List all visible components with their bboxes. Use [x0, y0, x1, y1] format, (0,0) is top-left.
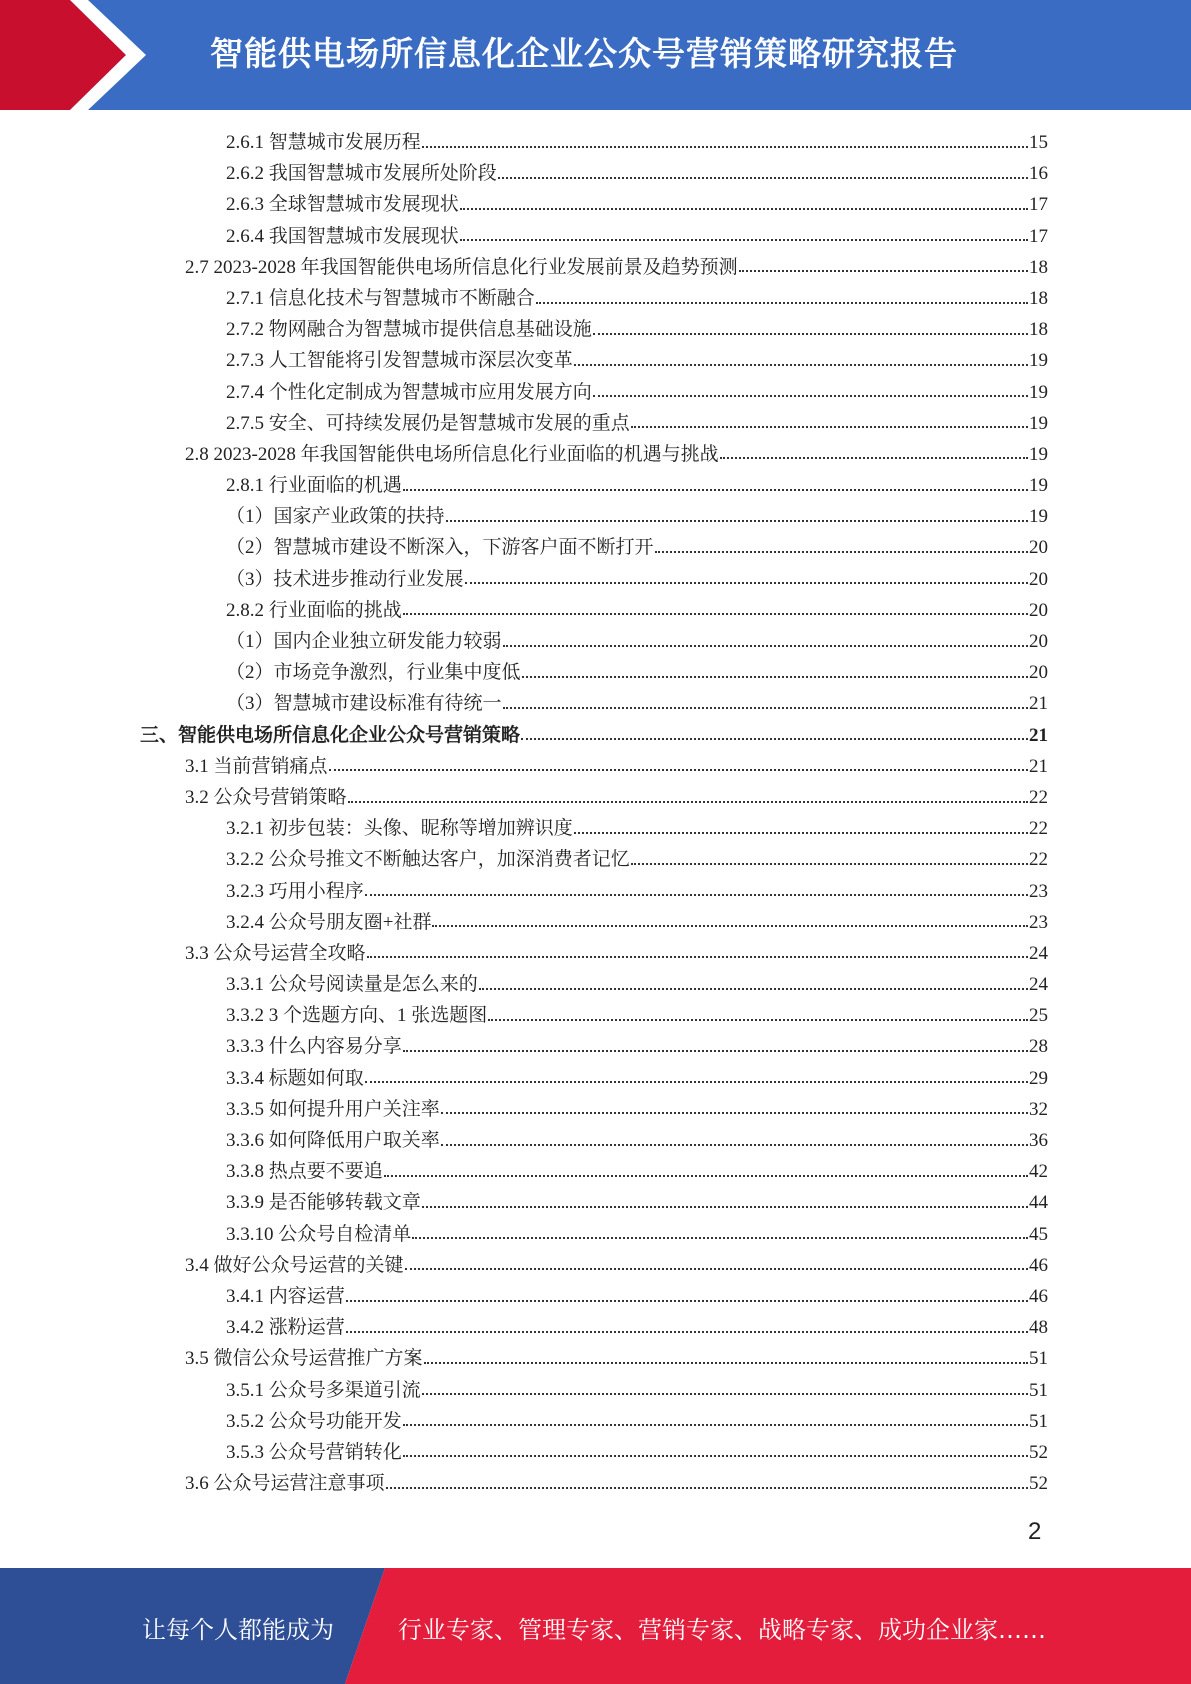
toc-entry-page: 19 [1029, 475, 1048, 497]
toc-entry[interactable] [140, 1219, 1048, 1250]
toc-entry-label: 3.3.3 什么内容易分享 [226, 1036, 402, 1058]
toc-entry-label: 2.6.4 我国智慧城市发展现状 [226, 225, 459, 247]
toc-entry-label: （3）技术进步推动行业发展 [226, 568, 464, 590]
toc-entry[interactable] [140, 720, 1048, 751]
toc-dot-leader [536, 302, 1028, 304]
toc-entry-label: 3.2.3 巧用小程序 [226, 880, 364, 902]
toc-dot-leader [631, 863, 1028, 865]
toc-entry[interactable] [140, 252, 1048, 283]
toc-dot-leader [460, 208, 1028, 210]
toc-dot-leader [403, 1050, 1028, 1052]
toc-dot-leader [593, 333, 1028, 335]
toc-entry-page: 22 [1029, 849, 1048, 871]
toc-dot-leader [479, 988, 1028, 990]
toc-entry-label: （1）国内企业独立研发能力较弱 [226, 631, 502, 652]
toc-entry-label: 2.6.3 全球智慧城市发展现状 [226, 194, 459, 216]
toc-dot-leader [412, 1237, 1028, 1239]
toc-entry-label: 3.5.3 公众号营销转化 [226, 1441, 402, 1463]
toc-entry[interactable] [140, 1437, 1048, 1468]
header-arrow-icon [0, 0, 150, 110]
toc-entry-label: 3.2.1 初步包装：头像、昵称等增加辨识度 [226, 818, 573, 840]
toc-dot-leader [386, 1487, 1028, 1489]
toc-entry[interactable] [140, 1000, 1048, 1031]
toc-entry-label: 2.6.2 我国智慧城市发展所处阶段 [226, 163, 497, 185]
toc-entry[interactable] [140, 876, 1048, 907]
toc-dot-leader [329, 769, 1028, 771]
report-header [0, 0, 1191, 110]
toc-entry-page: 19 [1029, 350, 1048, 372]
toc-entry-page: 28 [1029, 1036, 1048, 1058]
toc-entry[interactable] [140, 501, 1048, 532]
toc-entry-page: 21 [1029, 693, 1048, 715]
toc-dot-leader [503, 645, 1028, 647]
toc-dot-leader [403, 489, 1028, 491]
footer-banner [0, 1568, 1191, 1684]
toc-dot-leader [488, 1019, 1028, 1021]
toc-entry[interactable] [140, 189, 1048, 220]
toc-entry-label: 2.7.4 个性化定制成为智慧城市应用发展方向 [226, 381, 592, 403]
toc-entry[interactable] [140, 221, 1048, 252]
toc-entry-label: 3.3.6 如何降低用户取关率 [226, 1130, 440, 1151]
toc-entry-page: 42 [1029, 1161, 1048, 1183]
toc-entry[interactable] [140, 1343, 1048, 1374]
toc-entry[interactable] [140, 127, 1048, 158]
toc-entry-label: 3.3.5 如何提升用户关注率 [226, 1098, 440, 1120]
toc-dot-leader [403, 1455, 1028, 1457]
toc-entry[interactable] [140, 688, 1048, 719]
toc-entry-page: 20 [1029, 568, 1048, 590]
toc-entry-label: 3.1 当前营销痛点 [185, 755, 328, 777]
toc-entry-page: 22 [1029, 818, 1048, 840]
toc-dot-leader [367, 956, 1028, 958]
toc-entry-page: 52 [1029, 1441, 1048, 1463]
toc-entry-label: 3.5 微信公众号运营推广方案 [185, 1348, 423, 1370]
toc-entry-label: （3）智慧城市建设标准有待统一 [226, 693, 502, 715]
toc-dot-leader [655, 551, 1028, 553]
toc-entry-label: 2.7.2 物网融合为智慧城市提供信息基础设施 [226, 319, 592, 341]
toc-dot-leader [498, 177, 1028, 179]
toc-entry-label: 2.7 2023-2028 年我国智能供电场所信息化行业发展前景及趋势预测 [185, 256, 738, 278]
toc-entry-label: 3.3.2 3 个选题方向、1 张选题图 [226, 1005, 488, 1027]
toc-dot-leader [441, 1144, 1028, 1146]
toc-dot-leader [574, 364, 1028, 366]
toc-entry-page: 19 [1029, 412, 1048, 434]
toc-entry[interactable] [140, 377, 1048, 408]
toc-entry-label: 3.3.4 标题如何取 [226, 1067, 364, 1089]
toc-entry-page: 51 [1029, 1379, 1048, 1401]
toc-entry-page: 16 [1029, 163, 1048, 185]
toc-entry-page: 52 [1029, 1473, 1048, 1495]
toc-entry[interactable] [140, 1250, 1048, 1281]
toc-dot-leader [465, 582, 1028, 584]
toc-entry[interactable] [140, 408, 1048, 439]
toc-entry-label: 3.4.1 内容运营 [226, 1285, 345, 1307]
toc-entry[interactable] [140, 751, 1048, 782]
toc-entry-label: 3.5.2 公众号功能开发 [226, 1410, 402, 1432]
toc-dot-leader [346, 1300, 1028, 1302]
toc-entry-label: 3.2 公众号营销策略 [185, 786, 347, 808]
toc-dot-leader [441, 1112, 1028, 1114]
toc-entry[interactable] [140, 1063, 1048, 1094]
toc-entry-label: 2.7.3 人工智能将引发智慧城市深层次变革 [226, 350, 573, 372]
toc-entry-page: 46 [1029, 1285, 1048, 1307]
toc-entry-page: 44 [1029, 1192, 1048, 1214]
toc-entry-label: 2.8.1 行业面临的机遇 [226, 475, 402, 497]
toc-dot-leader [432, 925, 1028, 927]
toc-entry-page: 23 [1029, 911, 1048, 933]
toc-entry[interactable] [140, 470, 1048, 501]
toc-entry-label: 2.6.1 智慧城市发展历程 [226, 132, 421, 153]
toc-dot-leader [422, 1393, 1028, 1395]
toc-entry[interactable] [140, 564, 1048, 595]
toc-dot-leader [365, 1081, 1028, 1083]
toc-dot-leader [365, 894, 1028, 896]
toc-entry[interactable] [140, 844, 1048, 875]
toc-entry-page: 46 [1029, 1254, 1048, 1276]
toc-entry-page: 20 [1029, 599, 1048, 621]
toc-entry[interactable] [140, 1406, 1048, 1437]
toc-entry[interactable] [140, 532, 1048, 563]
toc-entry[interactable] [140, 1468, 1048, 1499]
toc-dot-leader [574, 832, 1028, 834]
toc-entry-label: 3.3.8 热点要不要追 [226, 1161, 383, 1183]
toc-dot-leader [522, 676, 1028, 678]
toc-entry-page: 29 [1029, 1067, 1048, 1089]
toc-dot-leader [739, 270, 1028, 272]
toc-dot-leader [403, 613, 1028, 615]
toc-entry[interactable] [140, 314, 1048, 345]
toc-entry-label: 2.8.2 行业面临的挑战 [226, 599, 402, 621]
toc-dot-leader [384, 1175, 1028, 1177]
toc-dot-leader [521, 738, 1028, 740]
toc-entry-label: （1）国家产业政策的扶持 [226, 506, 445, 528]
toc-entry-page: 19 [1029, 381, 1048, 403]
toc-entry-page: 20 [1029, 537, 1048, 559]
toc-entry-label: 2.8 2023-2028 年我国智能供电场所信息化行业面临的机遇与挑战 [185, 443, 719, 465]
toc-entry[interactable] [140, 1156, 1048, 1187]
toc-entry-page: 17 [1029, 225, 1048, 247]
toc-entry[interactable] [140, 626, 1048, 657]
toc-entry[interactable] [140, 1281, 1048, 1312]
toc-dot-leader [631, 426, 1028, 428]
toc-entry[interactable] [140, 657, 1048, 688]
toc-dot-leader [503, 707, 1028, 709]
toc-entry-page: 15 [1029, 132, 1048, 153]
toc-dot-leader [460, 239, 1028, 241]
table-of-contents [140, 127, 1048, 1499]
toc-dot-leader [593, 395, 1028, 397]
toc-entry-label: 三、智能供电场所信息化企业公众号营销策略 [140, 724, 521, 746]
toc-entry[interactable] [140, 1031, 1048, 1062]
toc-entry-page: 22 [1029, 786, 1048, 808]
toc-entry-page: 19 [1029, 506, 1048, 528]
toc-entry[interactable] [140, 907, 1048, 938]
toc-dot-leader [403, 1424, 1028, 1426]
toc-entry-label: 3.3.10 公众号自检清单 [226, 1223, 412, 1245]
toc-entry[interactable] [140, 813, 1048, 844]
toc-entry[interactable] [140, 969, 1048, 1000]
toc-entry[interactable] [140, 1094, 1048, 1125]
toc-entry-page: 32 [1029, 1098, 1048, 1120]
toc-entry-label: 3.2.4 公众号朋友圈+社群 [226, 911, 432, 933]
toc-entry-label: 3.3 公众号运营全攻略 [185, 942, 366, 964]
toc-entry[interactable] [140, 1125, 1048, 1156]
toc-entry-label: 3.6 公众号运营注意事项 [185, 1473, 385, 1495]
toc-entry-page: 17 [1029, 194, 1048, 216]
toc-entry[interactable] [140, 345, 1048, 376]
toc-entry-page: 25 [1029, 1005, 1048, 1027]
toc-entry[interactable] [140, 1375, 1048, 1406]
toc-entry-page: 21 [1029, 724, 1048, 746]
report-title: 智能供电场所信息化企业公众号营销策略研究报告 [210, 34, 958, 73]
toc-entry-label: 2.7.1 信息化技术与智慧城市不断融合 [226, 287, 535, 309]
toc-dot-leader [446, 520, 1028, 522]
toc-dot-leader [424, 1362, 1028, 1364]
toc-entry-page: 45 [1029, 1223, 1048, 1245]
toc-entry[interactable] [140, 595, 1048, 626]
toc-entry-label: 3.4 做好公众号运营的关键 [185, 1254, 404, 1276]
toc-dot-leader [422, 146, 1028, 148]
toc-entry-page: 21 [1029, 755, 1048, 777]
toc-dot-leader [346, 1331, 1028, 1333]
toc-entry-label: 3.5.1 公众号多渠道引流 [226, 1379, 421, 1401]
toc-entry[interactable] [140, 1312, 1048, 1343]
toc-entry[interactable] [140, 782, 1048, 813]
toc-entry-label: （2）市场竞争激烈，行业集中度低 [226, 662, 521, 684]
footer-slogan-left: 让每个人都能成为 [142, 1616, 334, 1644]
toc-entry-label: 2.7.5 安全、可持续发展仍是智慧城市发展的重点 [226, 412, 630, 434]
toc-entry-label: （2）智慧城市建设不断深入，下游客户面不断打开 [226, 537, 654, 559]
toc-entry-page: 20 [1029, 631, 1048, 652]
toc-dot-leader [348, 801, 1028, 803]
toc-entry[interactable] [140, 158, 1048, 189]
toc-entry-page: 20 [1029, 662, 1048, 684]
toc-entry-label: 3.4.2 涨粉运营 [226, 1317, 345, 1339]
toc-entry-page: 23 [1029, 880, 1048, 902]
toc-entry-page: 24 [1029, 974, 1048, 996]
toc-entry-page: 18 [1029, 256, 1048, 278]
toc-entry-page: 51 [1029, 1348, 1048, 1370]
toc-entry-page: 48 [1029, 1317, 1048, 1339]
toc-entry-label: 3.3.9 是否能够转载文章 [226, 1192, 421, 1214]
toc-entry-page: 18 [1029, 319, 1048, 341]
toc-entry[interactable] [140, 439, 1048, 470]
toc-entry-page: 18 [1029, 287, 1048, 309]
toc-entry-page: 19 [1029, 443, 1048, 465]
toc-entry[interactable] [140, 1187, 1048, 1218]
footer-slogan-right: 行业专家、管理专家、营销专家、战略专家、成功企业家…… [398, 1616, 1046, 1644]
toc-entry-page: 36 [1029, 1130, 1048, 1151]
page-number: 2 [1028, 1518, 1042, 1545]
toc-dot-leader [720, 457, 1028, 459]
toc-entry[interactable] [140, 283, 1048, 314]
toc-entry-page: 24 [1029, 942, 1048, 964]
toc-entry-label: 3.3.1 公众号阅读量是怎么来的 [226, 974, 478, 996]
toc-dot-leader [405, 1268, 1028, 1270]
toc-entry-page: 51 [1029, 1410, 1048, 1432]
toc-dot-leader [422, 1206, 1028, 1208]
toc-entry-label: 3.2.2 公众号推文不断触达客户，加深消费者记忆 [226, 849, 630, 871]
toc-entry[interactable] [140, 938, 1048, 969]
